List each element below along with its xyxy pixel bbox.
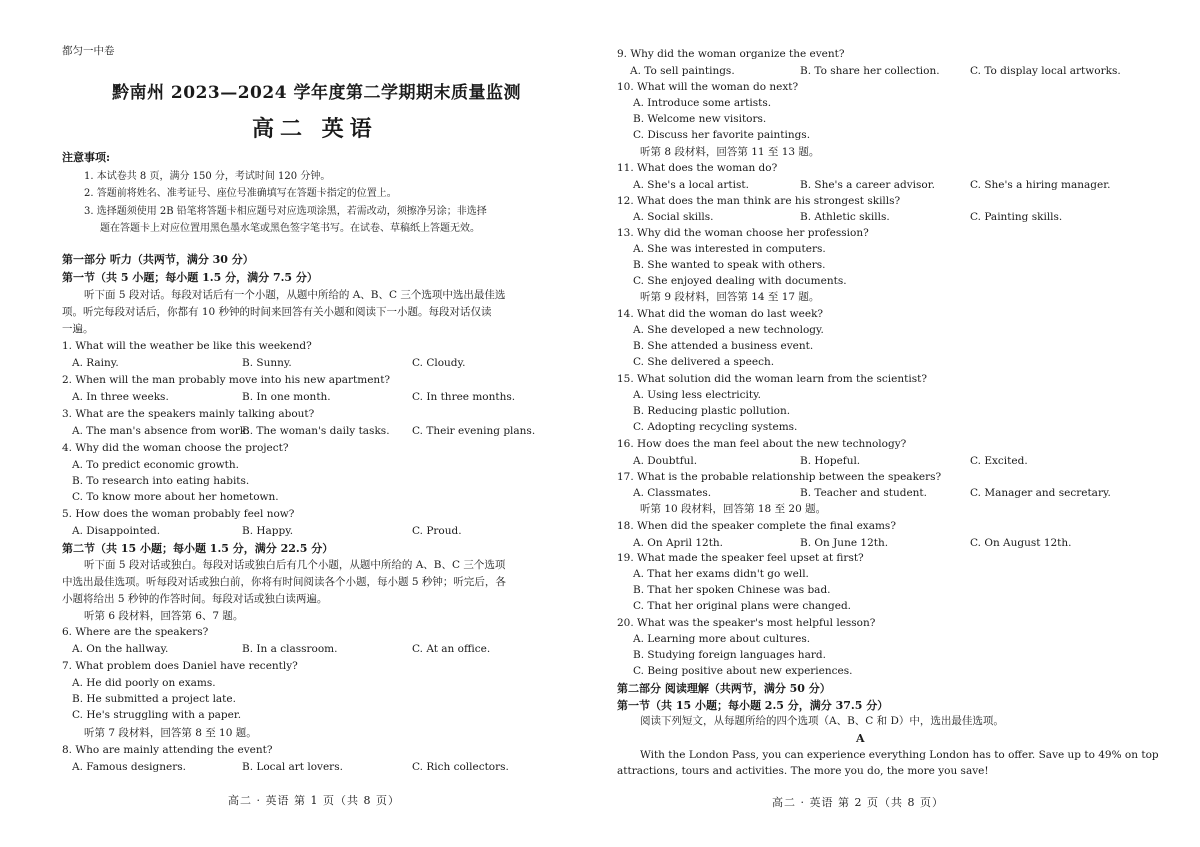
option: A. Famous designers. [72,761,186,773]
option: C. She's a hiring manager. [970,179,1111,191]
passage-line: attractions, tours and activities. The more you do, the more you save! [617,765,989,777]
option: B. The woman's daily tasks. [242,425,390,437]
option: B. Welcome new visitors. [633,113,767,125]
option: B. In a classroom. [242,643,338,655]
question-10: 10. What will the woman do next? [617,81,799,93]
option: B. He submitted a project late. [72,693,236,705]
question-17: 17. What is the probable relationship between the speakers? [617,471,942,483]
question-4: 4. Why did the woman choose the project? [62,442,289,454]
passage-line: With the London Pass, you can experience everything London has to offer. Save up to 49% on top [640,749,1159,761]
option: C. Cloudy. [412,357,466,369]
option: B. Teacher and student. [800,487,927,499]
reading-instruction: 阅读下列短文，从每题所给的四个选项（A、B、C 和 D）中，选出最佳选项。 [640,715,1004,727]
section2-instruction: 小题将给出 5 秒钟的作答时间。每段对话或独白读两遍。 [62,593,328,605]
option: C. To know more about her hometown. [72,491,279,503]
material-label: 听第 7 段材料，回答第 8 至 10 题。 [84,727,257,739]
question-5: 5. How does the woman probably feel now? [62,508,295,520]
option: C. Their evening plans. [412,425,536,437]
option: A. On April 12th. [633,537,724,549]
option: C. Painting skills. [970,211,1063,223]
option: A. She's a local artist. [633,179,749,191]
option: A. Doubtful. [633,455,698,467]
option: C. In three months. [412,391,516,403]
question-18: 18. When did the speaker complete the final exams? [617,520,896,532]
question-7: 7. What problem does Daniel have recently? [62,660,298,672]
option: C. Proud. [412,525,462,537]
option: A. The man's absence from work. [72,425,250,437]
option: A. He did poorly on exams. [72,677,216,689]
notice-line: 2. 答题前将姓名、准考证号、座位号准确填写在答题卡指定的位置上。 [84,188,397,199]
question-6: 6. Where are the speakers? [62,626,209,638]
question-2: 2. When will the man probably move into his new apartment? [62,374,391,386]
passage-label: A [856,732,865,745]
option: A. Rainy. [72,357,119,369]
option: B. Local art lovers. [242,761,343,773]
option: A. Introduce some artists. [633,97,772,109]
option: A. Social skills. [633,211,714,223]
option: B. Studying foreign languages hard. [633,649,826,661]
option: A. To predict economic growth. [72,459,239,471]
section1-instruction: 听下面 5 段对话。每段对话后有一个小题，从题中所给的 A、B、C 三个选项中选出最佳选 [84,289,506,301]
section1-instruction: 项。听完每段对话后，你都有 10 秒钟的时间来回答有关小题和阅读下一小题。每段对话仅读 [62,306,492,318]
notice-heading: 注意事项: [62,151,111,164]
option: C. Being positive about new experiences. [633,665,853,677]
notice-line: 1. 本试卷共 8 页，满分 150 分，考试时间 120 分钟。 [84,171,331,182]
option: B. Hopeful. [800,455,861,467]
notice-line: 3. 选择题须使用 2B 铅笔将答题卡相应题号对应选项涂黑，若需改动，须擦净另涂；非选择 [84,206,487,217]
question-12: 12. What does the man think are his strongest skills? [617,195,901,207]
question-11: 11. What does the woman do? [617,162,778,174]
option: C. Manager and secretary. [970,487,1111,499]
right-page [600,0,1200,847]
option: C. He's struggling with a paper. [72,709,242,721]
option: C. Adopting recycling systems. [633,421,798,433]
section1-instruction: 一遍。 [62,323,94,335]
option: B. Sunny. [242,357,292,369]
part2-heading: 第二部分 阅读理解（共两节，满分 50 分） [617,682,831,695]
page-footer: 高二 · 英语 第 1 页（共 8 页） [228,794,400,807]
option: C. Discuss her favorite paintings. [633,129,811,141]
question-8: 8. Who are mainly attending the event? [62,744,273,756]
option: B. To research into eating habits. [72,475,250,487]
option: B. Happy. [242,525,294,537]
option: A. Disappointed. [72,525,161,537]
option: B. She's a career advisor. [800,179,935,191]
option: C. That her original plans were changed. [633,600,852,612]
section1-heading: 第一节（共 5 小题；每小题 1.5 分，满分 7.5 分） [62,271,318,284]
section2-instruction: 听下面 5 段对话或独白。每段对话或独白后有几个小题，从题中所给的 A、B、C 三个选项 [84,559,506,571]
option: A. To sell paintings. [630,65,735,77]
question-20: 20. What was the speaker's most helpful lesson? [617,617,876,629]
school-label: 都匀一中卷 [62,45,115,57]
section2-instruction: 中选出最佳选项。听每段对话或独白前，你将有时间阅读各个小题，每小题 5 秒钟；听完后，各 [62,576,506,588]
exam-subject: 高二 英语 [252,116,378,142]
material-label: 听第 6 段材料，回答第 6、7 题。 [84,610,244,622]
question-9: 9. Why did the woman organize the event? [617,48,845,60]
question-1: 1. What will the weather be like this weekend? [62,340,312,352]
option: B. On June 12th. [800,537,889,549]
option: A. Using less electricity. [633,389,761,401]
option: B. To share her collection. [800,65,940,77]
option: B. In one month. [242,391,331,403]
material-label: 听第 9 段材料，回答第 14 至 17 题。 [640,291,820,303]
question-14: 14. What did the woman do last week? [617,308,824,320]
option: C. Excited. [970,455,1028,467]
option: A. On the hallway. [72,643,169,655]
option: A. She developed a new technology. [633,324,824,336]
section2-heading: 第二节（共 15 小题；每小题 1.5 分，满分 22.5 分） [62,542,334,555]
material-label: 听第 10 段材料，回答第 18 至 20 题。 [640,503,827,515]
question-3: 3. What are the speakers mainly talking about? [62,408,315,420]
part1-heading: 第一部分 听力（共两节，满分 30 分） [62,253,254,266]
exam-title: 黔南州 2023—2024 学年度第二学期期末质量监测 [112,83,521,103]
option: C. She enjoyed dealing with documents. [633,275,847,287]
option: A. She was interested in computers. [633,243,826,255]
option: A. In three weeks. [72,391,169,403]
option: B. That her spoken Chinese was bad. [633,584,831,596]
option: B. Athletic skills. [800,211,890,223]
option: C. She delivered a speech. [633,356,775,368]
option: C. At an office. [412,643,491,655]
question-13: 13. Why did the woman choose her profession? [617,227,869,239]
option: C. On August 12th. [970,537,1072,549]
option: A. Learning more about cultures. [633,633,811,645]
option: B. She wanted to speak with others. [633,259,826,271]
question-16: 16. How does the man feel about the new technology? [617,438,907,450]
question-15: 15. What solution did the woman learn from the scientist? [617,373,927,385]
question-19: 19. What made the speaker feel upset at first? [617,552,864,564]
option: A. That her exams didn't go well. [633,568,809,580]
option: B. She attended a business event. [633,340,814,352]
section-reading-heading: 第一节（共 15 小题；每小题 2.5 分，满分 37.5 分） [617,699,889,712]
option: A. Classmates. [633,487,712,499]
option: B. Reducing plastic pollution. [633,405,791,417]
page-footer: 高二 · 英语 第 2 页（共 8 页） [772,796,944,809]
option: C. Rich collectors. [412,761,509,773]
notice-line: 题在答题卡上对应位置用黑色墨水笔或黑色签字笔书写。在试卷、草稿纸上答题无效。 [100,223,480,234]
material-label: 听第 8 段材料，回答第 11 至 13 题。 [640,146,820,158]
option: C. To display local artworks. [970,65,1121,77]
